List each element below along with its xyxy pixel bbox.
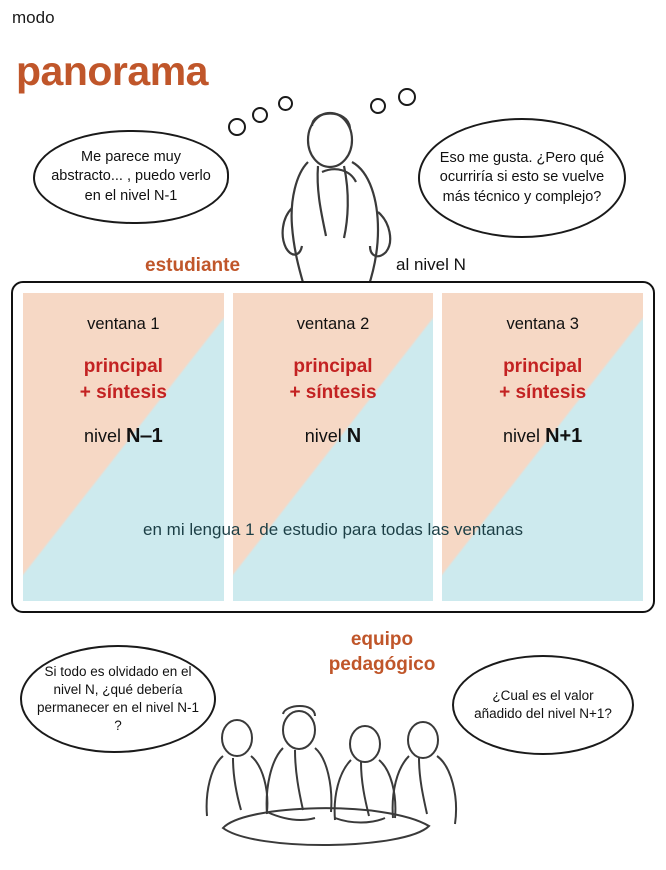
bubble-student-right-text: Eso me gusta. ¿Pero qué ocurriría si esto se vuelve más técnico y complejo? [439,149,605,205]
role-label-team-line2: pedagógico [328,653,436,675]
window-3-main [442,354,643,405]
page-title: panorama [16,48,208,94]
window-2-main-line1: principal [293,356,373,377]
window-2-level [233,425,434,448]
role-label-team-line1: equipo [350,629,414,650]
window-2[interactable] [233,293,434,601]
role-label-student: estudiante [145,255,241,276]
window-2-main [233,354,434,405]
thought-dot-2 [252,107,268,123]
window-2-title: ventana 2 [296,315,370,333]
window-3-content [442,293,643,448]
window-2-level-prefix: nivel [304,426,347,447]
window-3-main-line1: principal [503,356,583,377]
bubble-student-right [418,118,626,238]
thought-dot-3 [278,96,293,111]
mode-label: modo [12,8,55,27]
team-sketch-icon [175,700,475,870]
at-level-label: al nivel N [396,255,466,274]
window-1-main-line1: principal [83,356,163,377]
window-3-level-prefix: nivel [503,426,546,447]
bubble-team-right-text: ¿Cual es el valor añadido del nivel N+1? [474,687,612,721]
window-3-main-line2: + síntesis [499,381,587,403]
window-1-level-prefix: nivel [83,426,126,447]
window-1-main [23,354,224,405]
window-3-level-value: N+1 [545,425,583,448]
thought-dot-5 [398,88,416,106]
window-1[interactable] [23,293,224,601]
window-2-content [233,293,434,448]
window-3-level [442,425,643,448]
windows-panel [11,281,655,613]
role-label-team [292,628,472,677]
window-1-title: ventana 1 [87,315,160,333]
window-1-main-line2: + síntesis [79,381,167,403]
window-3[interactable] [442,293,643,601]
bubble-team-left-text: Si todo es olvidado en el nivel N, ¿qué debería permanecer en el nivel N-1 ? [36,663,200,734]
bubble-student-left [33,130,229,224]
window-1-level-value: N‒1 [126,425,163,448]
window-2-main-line2: + síntesis [289,381,377,403]
window-2-level-value: N [346,425,362,448]
panel-footer-text: en mi lengua 1 de estudio para todas las ventanas [143,520,523,539]
bubble-team-left [20,645,216,753]
window-1-level [23,425,224,448]
window-1-content [23,293,224,448]
thought-dot-4 [370,98,386,114]
window-3-title: ventana 3 [506,315,579,333]
thought-dot-1 [228,118,246,136]
bubble-student-left-text: Me parece muy abstracto... , puedo verlo en el nivel N-1 [51,148,211,204]
windows-row [23,293,643,601]
bubble-team-right [452,655,634,755]
